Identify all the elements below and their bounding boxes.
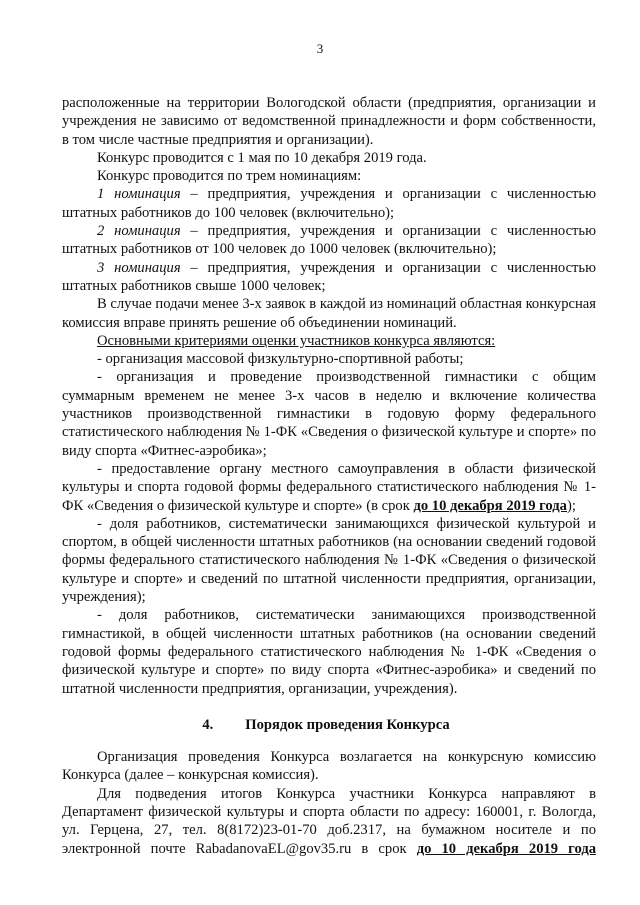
merge-note-paragraph: В случае подачи менее 3-х заявок в каждой из номинаций областная конкурсная комиссия вправе принять решение об объединении номинаций. xyxy=(62,296,596,331)
nomination-text: – предприятия, учреждения и организации с численностью штатных работников до 100 человек (включительно); xyxy=(62,186,596,221)
section-heading xyxy=(62,716,596,734)
period-paragraph: Конкурс проводится с 1 мая по 10 декабря 2019 года. xyxy=(97,149,427,166)
section-paragraph-1: Организация проведения Конкурса возлагается на конкурсную комиссию Конкурса (далее – конкурсная комиссия). xyxy=(62,749,596,784)
criterion-5: - доля работников, систематически занимающихся производственной гимнастикой, в общей численности штатных работников (на основании сведений годовой формы федерального статистического наблюдения № 1-ФК «Сведения о физической культуре и спорте» по виду спорта «Фитнес-аэробика» и сведений по штатной численности предприятия, организации, учреждения). xyxy=(62,607,596,697)
nomination-text: – предприятия, учреждения и организации с численностью штатных работников свыше 1000 человек; xyxy=(62,259,596,294)
criteria-heading xyxy=(62,332,596,350)
criterion-3-end: ); xyxy=(566,497,576,514)
nomination-2 xyxy=(62,222,596,259)
nomination-1 xyxy=(62,185,596,222)
nomination-label: 2 номинация xyxy=(97,223,181,240)
section-number: 4. xyxy=(202,716,214,733)
intro-paragraph: расположенные на территории Вологодской области (предприятия, организации и учреждения не зависимо от ведомственной принадлежности и форм собственности, в том числе частные предприятия и организации). xyxy=(62,95,596,148)
nominations-intro: Конкурс проводится по трем номинациям: xyxy=(97,168,362,185)
nomination-text: – предприятия, учреждения и организации с численностью штатных работников от 100 человек до 1000 человек (включительно); xyxy=(62,223,596,258)
document-body xyxy=(62,94,596,858)
criterion-3-text: - предоставление органу местного самоуправления в области физической культуры и спорта годовой формы федерального статистического наблюдения № 1-ФК «Сведения о физической культуре и спорте» (в срок xyxy=(62,460,596,514)
criterion-2: - организация и проведение производственной гимнастики с общим суммарным временем не менее 3-х часов в неделю и включение количества участников производственной гимнастики в годовую форму федерального статистического наблюдения № 1-ФК «Сведения о физической культуре и спорте» по виду спорта «Фитнес-аэробика»; xyxy=(62,369,596,459)
criterion-4: - доля работников, систематически занимающихся физической культурой и спортом, в общей численности штатных работников (на основании сведений годовой формы федерального статистического наблюдения № 1-ФК «Сведения о физической культуре и спорте» и сведений по штатной численности предприятия, организации, учреждения); xyxy=(62,515,596,606)
criterion-3 xyxy=(62,460,596,515)
deadline-text: до 10 декабря 2019 года xyxy=(416,840,597,857)
criteria-heading-text: Основными критериями оценки участников конкурса являются: xyxy=(97,332,496,349)
deadline-text: до 10 декабря 2019 года xyxy=(413,497,567,514)
nomination-label: 1 номинация xyxy=(97,186,181,203)
nomination-3 xyxy=(62,259,596,296)
section-title: Порядок проведения Конкурса xyxy=(245,716,450,733)
section-paragraph-2-text: Для подведения итогов Конкурса участники Конкурса направляют в Департамент физической культуры и спорта области по адресу: 160001, г. Вологда, ул. Герцена, 27, тел. 8(8172)23-01-70 доб.2317, на бумажном носителе и по электронной почте RabadanovaEL@gov35.ru в срок xyxy=(62,785,596,857)
section-paragraph-2 xyxy=(62,785,596,858)
criterion-1: - организация массовой физкультурно-спортивной работы; xyxy=(97,351,464,368)
nomination-label: 3 номинация xyxy=(97,259,181,276)
page-number: 3 xyxy=(316,41,324,56)
